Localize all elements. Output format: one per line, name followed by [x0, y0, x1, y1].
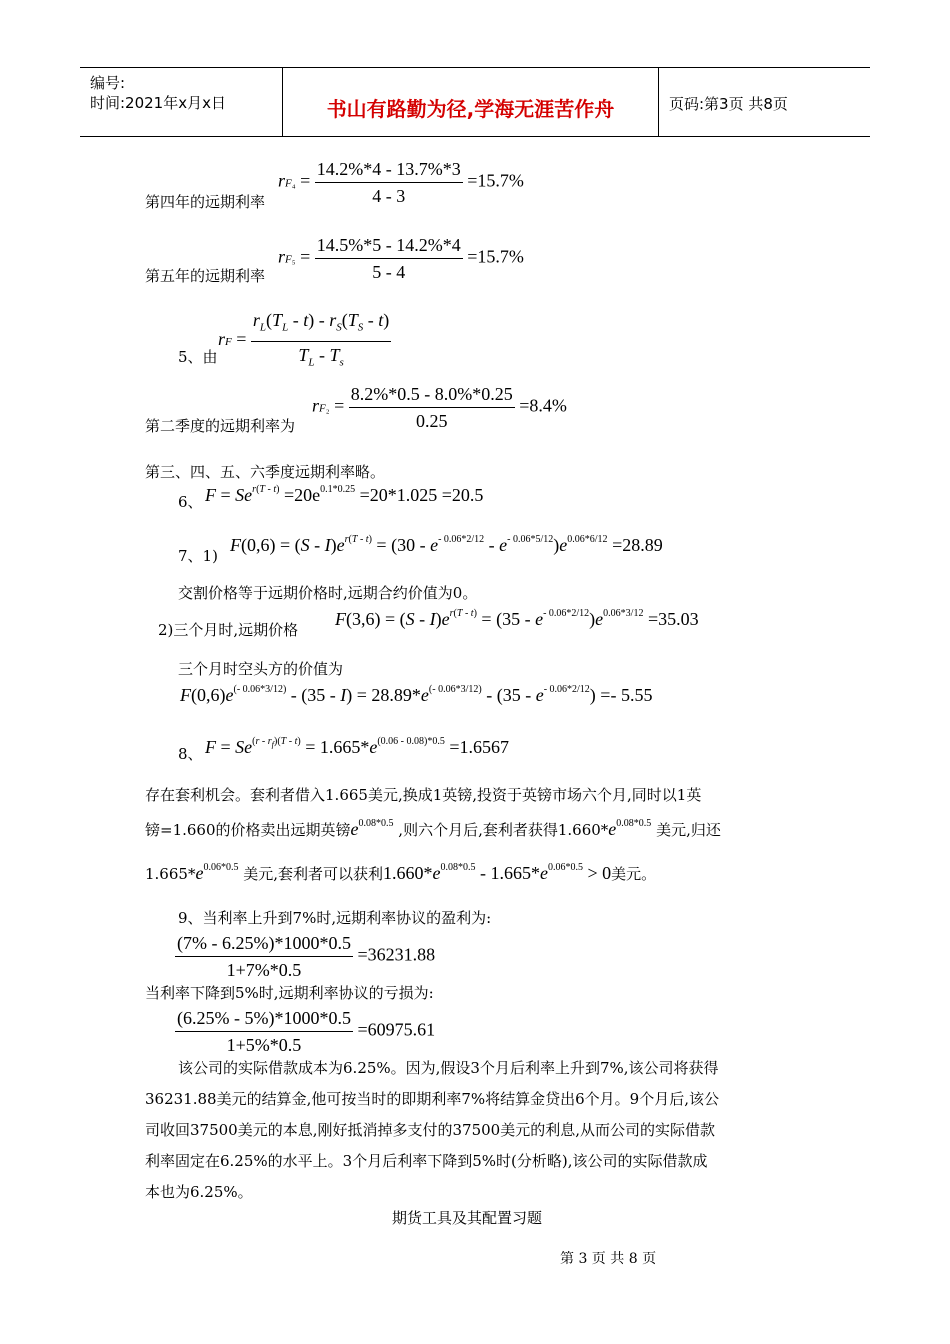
q6-result: =20*1.025 =20.5 — [359, 485, 484, 505]
q7-3-result: =- 5.55 — [600, 685, 653, 705]
q9-den1: 1+7%*0.5 — [226, 960, 302, 980]
q9-paragraph-line1: 该公司的实际借款成本为6.25%。因为,假设3个月后利率上升到7%,该公司将获得 — [178, 1059, 719, 1077]
q7-2-formula: $F(3,6) = (S - I)e^{r(T - t)} = (35 - e^{- 0.06*2/12})e^{0.06*3/12} =35.03$ — [335, 608, 699, 629]
q5-label: 5、由 — [178, 348, 218, 366]
q5-q2-formula: rF₂ = $\frac{8.2\%*0.5 - 8.0\%*0.25}{0.25}$ =8.4% — [312, 384, 567, 431]
page-info: 页码:第3页 共8页 — [669, 95, 788, 113]
year4-result: =15.7% — [467, 170, 524, 191]
q5-q2-result: =8.4% — [519, 395, 567, 416]
q8-para-line3: $1.665*e^{0.06*0.5}$ 美元,套利者可以获利$1.660*e^{0.08*0.5} - 1.665*e^{0.06*0.5} > 0$美元。 — [145, 862, 657, 883]
year5-result: =15.7% — [467, 246, 524, 267]
q7-2-result: =35.03 — [647, 609, 699, 629]
q5-denominator: $T_L - T_s$ — [298, 344, 344, 369]
q9-formula2 — [175, 1007, 435, 1056]
q5-q2-denominator: 0.25 — [415, 411, 448, 431]
q9-res1: =36231.88 — [357, 944, 436, 965]
year5-formula: rF₅ = $\frac{14.5\%*5 - 14.2\%*4}{5 - 4}$ =15.7% — [278, 235, 524, 282]
q5-fraction — [251, 309, 391, 373]
q9-paragraph-line2: 36231.88美元的结算金,他可按当时的即期利率7%将结算金贷出6个月。9个月后,该公 — [145, 1090, 719, 1108]
q7-1-result: =28.89 — [612, 535, 663, 555]
q6-label: 6、 — [178, 493, 203, 511]
q9-label: 9、当利率上升到7%时,远期利率协议的盈利为: — [178, 909, 492, 927]
time-label: 时间:2021年x月x日 — [90, 94, 226, 112]
q8-para-line2: 镑=1.660的价格卖出远期英镑$e^{0.08*0.5}$ ,则六个月后,套利者获得$1.660*e^{0.08*0.5}$ 美元,归还 — [145, 818, 721, 839]
q5-formula: rF = $\frac{r_L(T_L - t) - r_S(T_S - t)}{T_L - T_s}$ — [218, 309, 391, 373]
page-header — [80, 67, 870, 137]
q8-result: =1.6567 — [449, 737, 509, 757]
year5-denominator: 5 - 4 — [372, 262, 406, 282]
q5-q2-label: 第二季度的远期利率为 — [145, 417, 296, 435]
q9-paragraph-line4: 利率固定在6.25%的水平上。3个月后利率下降到5%时(分析略),该公司的实际借款成 — [145, 1152, 708, 1170]
page-footer: 第 3 页 共 8 页 — [560, 1251, 657, 1267]
year5-numerator: 14.5%*5 - 14.2%*4 — [315, 234, 463, 259]
header-center-cell — [283, 68, 658, 136]
year4-denominator: 4 - 3 — [372, 186, 406, 206]
q9-paragraph-line3: 司收回37500美元的本息,刚好抵消掉多支付的37500美元的利息,从而公司的实际借款 — [145, 1121, 715, 1139]
q8-label: 8、 — [178, 745, 203, 763]
q7-3-text: 三个月时空头方的价值为 — [178, 660, 344, 678]
year4-numerator: 14.2%*4 - 13.7%*3 — [315, 158, 463, 183]
q7-2-label: 2)三个月时,远期价格 — [158, 621, 299, 639]
motto: 书山有路勤为径,学海无涯苦作舟 — [326, 97, 615, 121]
q5-numerator: $r_L(T_L - t) - r_S(T_S - t)$ — [251, 309, 391, 342]
q8-formula: $F = Se^{(r - r_f)(T - t)} = 1.665*e^{(0.06 - 0.08)*0.5} =1.6567$ — [205, 736, 509, 757]
q6-formula: $F = Se^{r(T - t)} =20e^{0.1*0.25} =20*1.025 =20.5$ — [205, 484, 484, 505]
year5-label: 第五年的远期利率 — [145, 267, 266, 285]
q9-den2: 1+5%*0.5 — [226, 1035, 302, 1055]
header-left-cell — [80, 68, 283, 136]
q7-label: 7、1) — [178, 547, 218, 565]
q5-q2-fraction — [349, 383, 515, 432]
year4-formula: rF₄ = $\frac{14.2\%*4 - 13.7\%*3}{4 - 3}$ =15.7% — [278, 159, 524, 206]
q5-rest: 第三、四、五、六季度远期利率略。 — [145, 463, 386, 481]
q9-paragraph-line5: 本也为6.25%。 — [145, 1183, 253, 1201]
q9-fraction1 — [175, 932, 353, 981]
q9-res2: =60975.61 — [357, 1019, 436, 1040]
q8-para-line1: 存在套利机会。套利者借入1.665美元,换成1英镑,投资于英镑市场六个月,同时以1英 — [145, 786, 702, 804]
year5-fraction — [315, 234, 463, 283]
q9-formula1 — [175, 932, 435, 981]
q9-label2: 当利率下降到5%时,远期利率协议的亏损为: — [145, 984, 434, 1002]
q5-q2-numerator: 8.2%*0.5 - 8.0%*0.25 — [349, 383, 515, 408]
section-title: 期货工具及其配置习题 — [392, 1209, 543, 1227]
code-label: 编号: — [90, 74, 126, 92]
q7-3-formula: $F(0,6)e^{(- 0.06*3/12)} - (35 - I) = 28.89*e^{(- 0.06*3/12)} - (35 - e^{- 0.06*2/12}) =- 5.55$ — [180, 684, 653, 705]
q9-num1: (7% - 6.25%)*1000*0.5 — [175, 932, 353, 957]
q7-1-formula: $F(0,6) = (S - I)e^{r(T - t)} = (30 - e^{- 0.06*2/12} - e^{- 0.06*5/12})e^{0.06*6/12} =28.89$ — [230, 534, 663, 555]
header-right-cell — [658, 68, 871, 136]
year4-label: 第四年的远期利率 — [145, 193, 266, 211]
q9-fraction2 — [175, 1007, 353, 1056]
year4-fraction — [315, 158, 463, 207]
q9-num2: (6.25% - 5%)*1000*0.5 — [175, 1007, 353, 1032]
q7-1-text: 交割价格等于远期价格时,远期合约价值为0。 — [178, 584, 478, 602]
